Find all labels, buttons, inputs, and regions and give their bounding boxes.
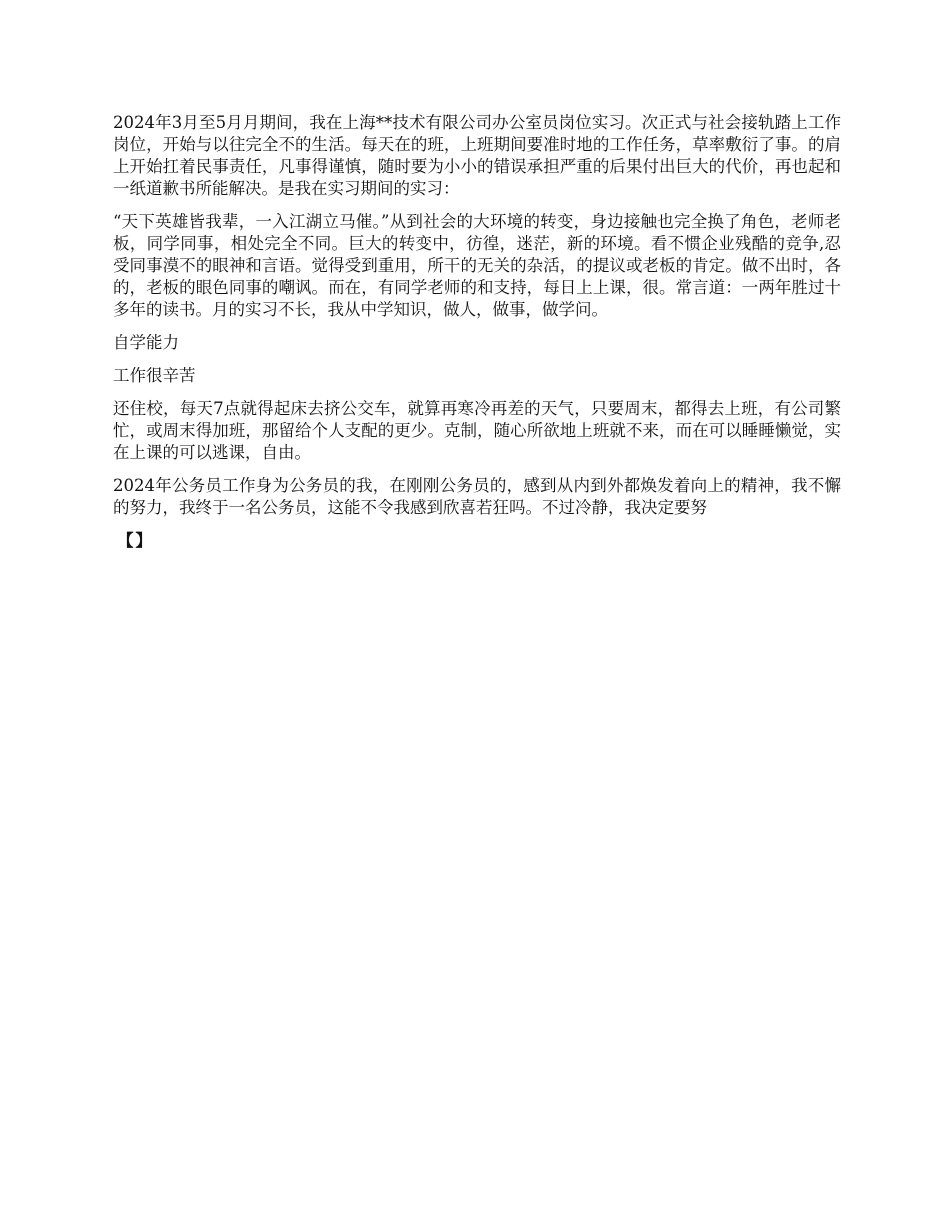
paragraph-daily-routine: 还住校，每天7点就得起床去挤公交车，就算再寒冷再差的天气，只要周末，都得去上班，有公司繁忙，或周末得加班，那留给个人支配的更少。克制，随心所欲地上班就不来，而在可以睡睡懒觉，实在上课的可以逃课，自由。 [113, 399, 841, 462]
document-body [113, 112, 841, 552]
empty-brackets: 【】 [117, 531, 154, 550]
heading-hard-work: 工作很辛苦 [113, 366, 196, 385]
paragraph-civil-servant: 2024年公务员工作身为公务员的我，在刚刚公务员的，感到从内到外都焕发着向上的精神，我不懈的努力，我终于一名公务员，这能不令我感到欣喜若狂吗。不过冷静，我决定要努 [113, 476, 841, 517]
paragraph-society-transition: “天下英雄皆我辈，一入江湖立马催。”从到社会的大环境的转变，身边接触也完全换了角色，老师老板，同学同事，相处完全不同。巨大的转变中，彷徨，迷茫，新的环境。看不惯企业残酷的竞争,忍受同事漠不的眼神和言语。觉得受到重用，所干的无关的杂活，的提议或老板的肯定。做不出时，各的，老板的眼色同事的嘲讽。而在，有同学老师的和支持，每日上上课，很。常言道：一两年胜过十多年的读书。月的实习不长，我从中学知识，做人，做事，做学问。 [113, 212, 841, 319]
paragraph-internship-intro: 2024年3月至5月月期间，我在上海**技术有限公司办公室员岗位实习。次正式与社会接轨踏上工作岗位，开始与以往完全不的生活。每天在的班，上班期间要准时地的工作任务，草率敷衍了事。的肩上开始扛着民事责任，凡事得谨慎，随时要为小小的错误承担严重的后果付出巨大的代价，再也起和一纸道歉书所能解决。是我在实习期间的实习： [113, 113, 841, 198]
heading-self-study: 自学能力 [113, 333, 179, 352]
